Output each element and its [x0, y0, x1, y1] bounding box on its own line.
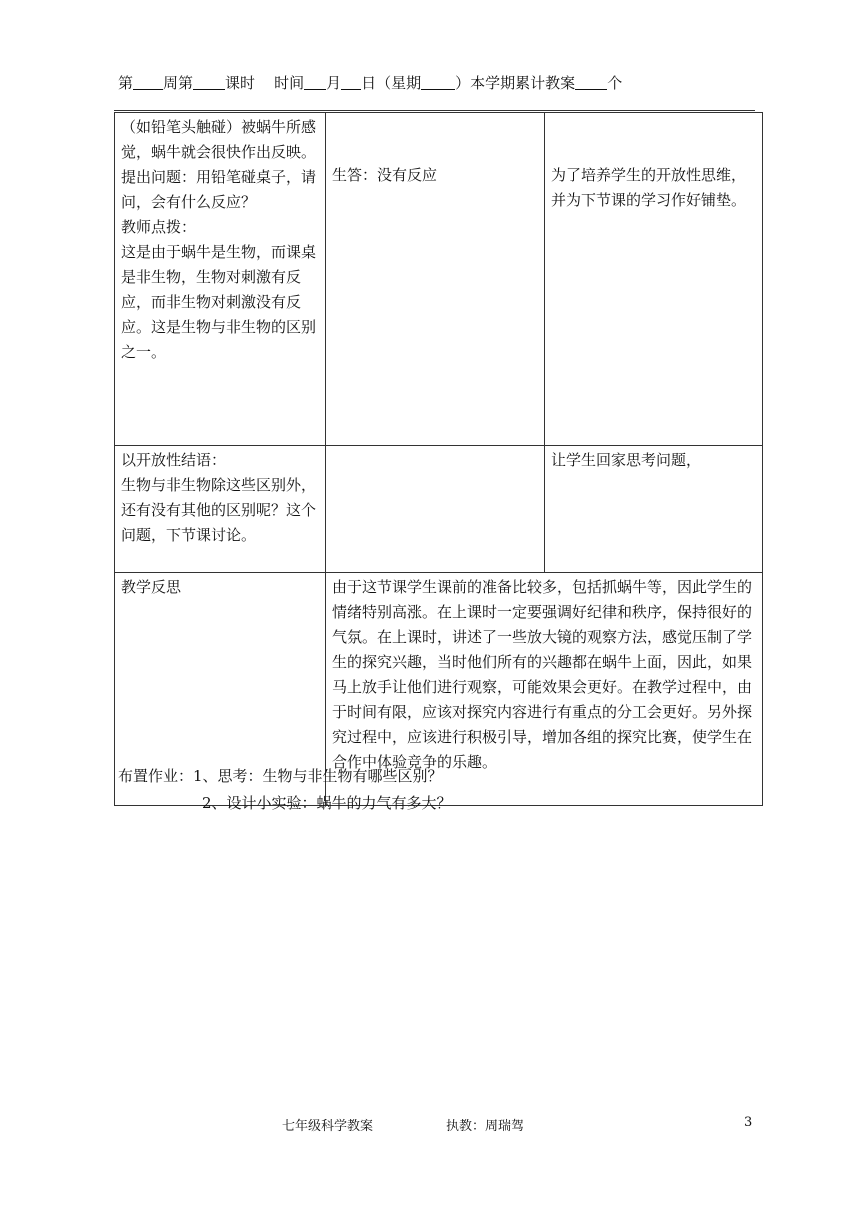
day-blank [341, 75, 361, 90]
header-text-period-prefix: 周第 [163, 74, 194, 92]
teacher-activity-text: 以开放性结语： 生物与非生物除这些区别外，还有没有其他的区别呢？这个问题，下节课讨论。 [121, 451, 317, 544]
header-text-weekday: 日（星期 [361, 74, 422, 92]
page-number: 3 [744, 1115, 753, 1130]
reflection-label: 教学反思 [121, 578, 182, 596]
footer-teacher: 执教：周瑞驾 [446, 1119, 525, 1134]
period-blank [193, 75, 225, 90]
student-activity-cell [326, 113, 545, 446]
month-blank [304, 75, 326, 90]
header-text-week-prefix: 第 [118, 74, 134, 92]
header-text-count-suffix: 个 [607, 74, 623, 92]
header-text-month: 月 [326, 74, 342, 92]
design-intent-cell [545, 113, 763, 446]
student-activity-text: 生答：没有反应 [332, 166, 438, 184]
count-blank [575, 75, 607, 90]
header-text-time: 时间 [274, 74, 305, 92]
student-activity-cell [326, 446, 545, 573]
lesson-plan-table [114, 112, 763, 806]
page-header [118, 72, 758, 93]
table-row [115, 446, 763, 573]
header-rule [114, 110, 755, 111]
week-blank [133, 75, 163, 90]
homework-line-2: 2、设计小实验：蜗牛的力气有多大？ [202, 794, 452, 812]
homework-line-1: 布置作业：1、思考：生物与非生物有哪些区别？ [118, 767, 443, 785]
design-intent-text: 为了培养学生的开放性思维，并为下节课的学习作好铺垫。 [551, 166, 747, 209]
table-row [115, 113, 763, 446]
teacher-activity-cell [115, 446, 326, 573]
header-text-cumulative: ）本学期累计教案 [455, 74, 576, 92]
header-text-period: 课时 [225, 74, 256, 92]
weekday-blank [421, 75, 455, 90]
teacher-activity-cell [115, 113, 326, 446]
footer-course: 七年级科学教案 [282, 1119, 374, 1134]
teacher-activity-text: （如铅笔头触碰）被蜗牛所感觉，蜗牛就会很快作出反映。 提出问题：用铅笔碰桌子，请问，会有什么反应？ 教师点拨： 这是由于蜗牛是生物，而课桌是非生物，生物对刺激有反应，而非生物对刺激没有反应。这是生物与非生物的区别之一。 [121, 118, 317, 361]
design-intent-text: 让学生回家思考问题， [551, 451, 702, 469]
reflection-content: 由于这节课学生课前的准备比较多，包括抓蜗牛等，因此学生的情绪特别高涨。在上课时一定要强调好纪律和秩序，保持很好的气氛。在上课时，讲述了一些放大镜的观察方法，感觉压制了学生的探究兴趣，当时他们所有的兴趣都在蜗牛上面，因此，如果马上放手让他们进行观察，可能效果会更好。在教学过程中，由于时间有限，应该对探究内容进行有重点的分工会更好。另外探究过程中，应该进行积极引导，增加各组的探究比赛，使学生在合作中体验竞争的乐趣。 [332, 578, 753, 771]
homework-section [118, 763, 452, 817]
design-intent-cell [545, 446, 763, 573]
